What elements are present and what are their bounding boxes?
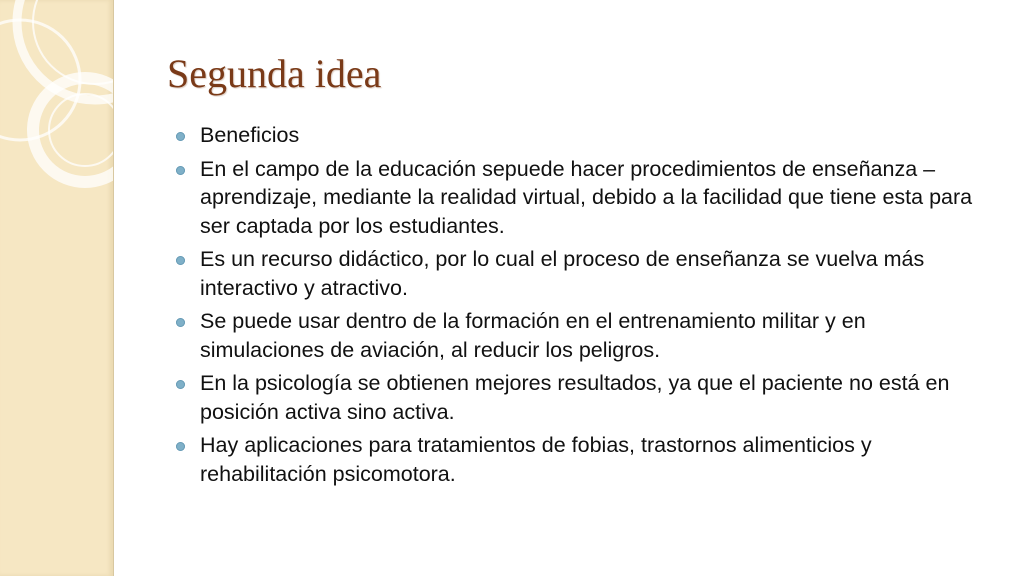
bullet-dot-icon bbox=[176, 132, 185, 141]
bullet-text: Se puede usar dentro de la formación en el entrenamiento militar y en simulaciones de aviación, al reducir los peligros. bbox=[200, 309, 866, 362]
bullet-item-psicologia bbox=[176, 369, 986, 426]
bullet-dot-icon bbox=[176, 318, 185, 327]
bullet-text: En la psicología se obtienen mejores resultados, ya que el paciente no está en posición activa sino activa. bbox=[200, 371, 950, 424]
bullet-text: Beneficios bbox=[200, 123, 300, 147]
bullet-item-beneficios bbox=[176, 121, 986, 150]
bullet-item-militar bbox=[176, 307, 986, 364]
bullet-text: En el campo de la educación sepuede hacer procedimientos de enseñanza – aprendizaje, mediante la realidad virtual, debido a la facilidad que tiene esta para ser captada por los estudiantes. bbox=[200, 156, 973, 238]
bullet-dot-icon bbox=[176, 380, 185, 389]
bullet-item-fobias bbox=[176, 431, 986, 488]
bullet-dot-icon bbox=[176, 166, 185, 175]
decorative-side-panel bbox=[0, 0, 114, 576]
bullet-item-educacion bbox=[176, 155, 986, 241]
slide-title: Segunda idea bbox=[167, 51, 382, 96]
bullet-dot-icon bbox=[176, 442, 185, 451]
bullet-dot-icon bbox=[176, 256, 185, 265]
bullet-item-recurso-didactico bbox=[176, 245, 986, 302]
bullet-text: Es un recurso didáctico, por lo cual el proceso de enseñanza se vuelva más interactivo y atractivo. bbox=[200, 247, 925, 300]
bullet-list bbox=[176, 121, 986, 493]
ring-ornament-icon bbox=[0, 0, 113, 576]
bullet-text: Hay aplicaciones para tratamientos de fobias, trastornos alimenticios y rehabilitación psicomotora. bbox=[200, 433, 872, 486]
